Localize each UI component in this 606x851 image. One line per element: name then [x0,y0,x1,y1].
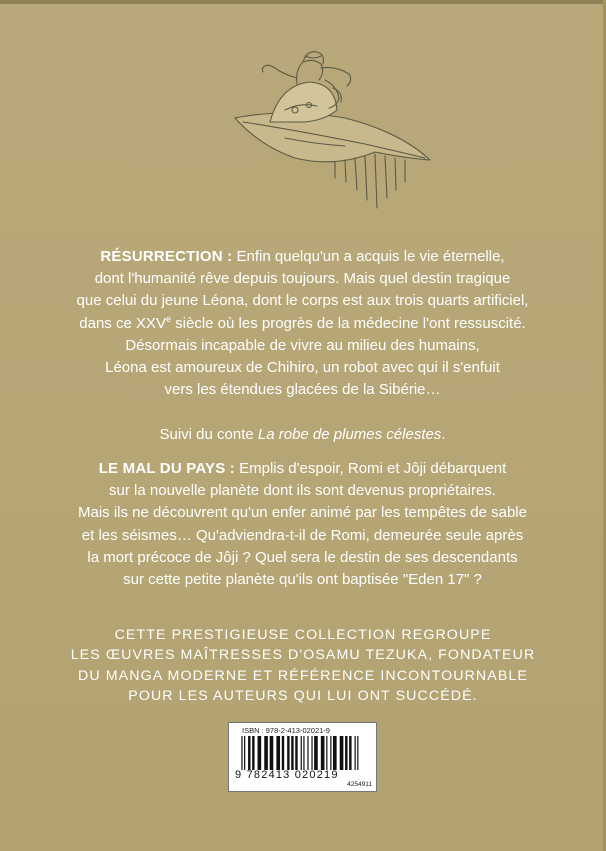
resurrection-paragraph [40,246,565,401]
mal-du-pays-heading: LE MAL DU PAYS : [98,460,235,477]
barcode-bar [307,736,308,770]
isbn-label: ISBN : 978-2-413-02021-9 [242,726,330,735]
mal-du-pays-line-3: Mais ils ne découvrent qu'un enfer animé par les tempêtes de sable [78,504,527,522]
barcode-bar [355,736,356,770]
resurrection-heading: RÉSURRECTION : [100,248,233,265]
resurrection-line-1: RÉSURRECTION : Enfin quelqu'un a acquis le vie éternelle, [100,248,505,265]
barcode-bar [248,736,250,770]
collection-line-4: POUR LES AUTEURS QUI LUI ONT SUCCÉDÉ. [128,688,478,705]
reference-number: 4254911 [347,781,372,788]
resurrection-line-6: Léona est amoureux de Chihiro, un robot avec qui il s'enfuit [105,359,500,377]
resurrection-line-7: vers les étendues glacées de la Sibérie… [164,381,441,399]
barcode-bar [340,736,344,770]
barcode-bar [301,736,302,770]
barcode-bar [357,736,358,770]
mal-du-pays-line-2: sur la nouvelle planète dont ils sont devenus propriétaires. [109,482,496,500]
barcode-bar [244,736,245,770]
barcode-bar [291,736,293,770]
hover-vehicle-illustration [225,40,435,215]
barcode-bar [276,736,280,770]
suivi-line: Suivi du conte La robe de plumes célestes. [159,426,446,443]
barcode-bar [241,736,242,770]
barcode-bar [326,736,327,770]
collection-blurb [60,625,546,707]
barcode-bar [314,736,318,770]
mal-du-pays-line-1: LE MAL DU PAYS : Emplis d'espoir, Romi et Jôji débarquent [98,460,507,477]
barcode-bar [258,736,262,770]
barcode-bar [345,736,347,770]
resurrection-line-2: dont l'humanité rêve depuis toujours. Mais quel destin tragique [94,270,511,288]
isbn-barcode [228,722,377,792]
resurrection-line-5: Désormais incapable de vivre au milieu des humains, [125,336,480,354]
barcode-bar [270,736,274,770]
barcode-bar [311,736,312,770]
barcode-bar [303,736,304,770]
mal-du-pays-line-5: la mort précoce de Jôji ? Quel sera le destin de ses descendants [87,548,518,566]
barcode-bar [287,736,289,770]
barcode-bar [321,736,325,770]
mal-du-pays-line-4: et les séismes… Qu'adviendra-t-il de Romi, demeurée seule après [81,526,524,544]
collection-line-3: DU MANGA MODERNE ET RÉFÉRENCE INCONTOURNABLE [78,667,528,684]
resurrection-line-4: dans ce XXVe siècle où les progrès de la médecine l'ont ressuscité. [79,313,526,332]
mal-du-pays-paragraph [40,458,565,591]
mal-du-pays-line-6: sur cette petite planète qu'ils ont baptisée "Eden 17" ? [123,571,482,589]
cover-top-edge [0,0,606,4]
collection-line-2: LES ŒUVRES MAÎTRESSES D'OSAMU TEZUKA, FONDATEUR [70,647,536,664]
barcode-bars [240,736,368,770]
barcode-bar [282,736,284,770]
barcode-digits: 9 782413 020219 [235,769,339,781]
tale-title: La robe de plumes célestes [257,426,442,443]
barcode-bar [333,736,337,770]
barcode-bar [295,736,297,770]
barcode-bar [330,736,331,770]
resurrection-line-3: que celui du jeune Léona, dont le corps est aux trois quarts artificiel, [76,292,529,310]
barcode-bar [252,736,254,770]
barcode-bar [264,736,268,770]
barcode-bar [349,736,351,770]
collection-line-1: CETTE PRESTIGIEUSE COLLECTION REGROUPE [114,627,492,643]
